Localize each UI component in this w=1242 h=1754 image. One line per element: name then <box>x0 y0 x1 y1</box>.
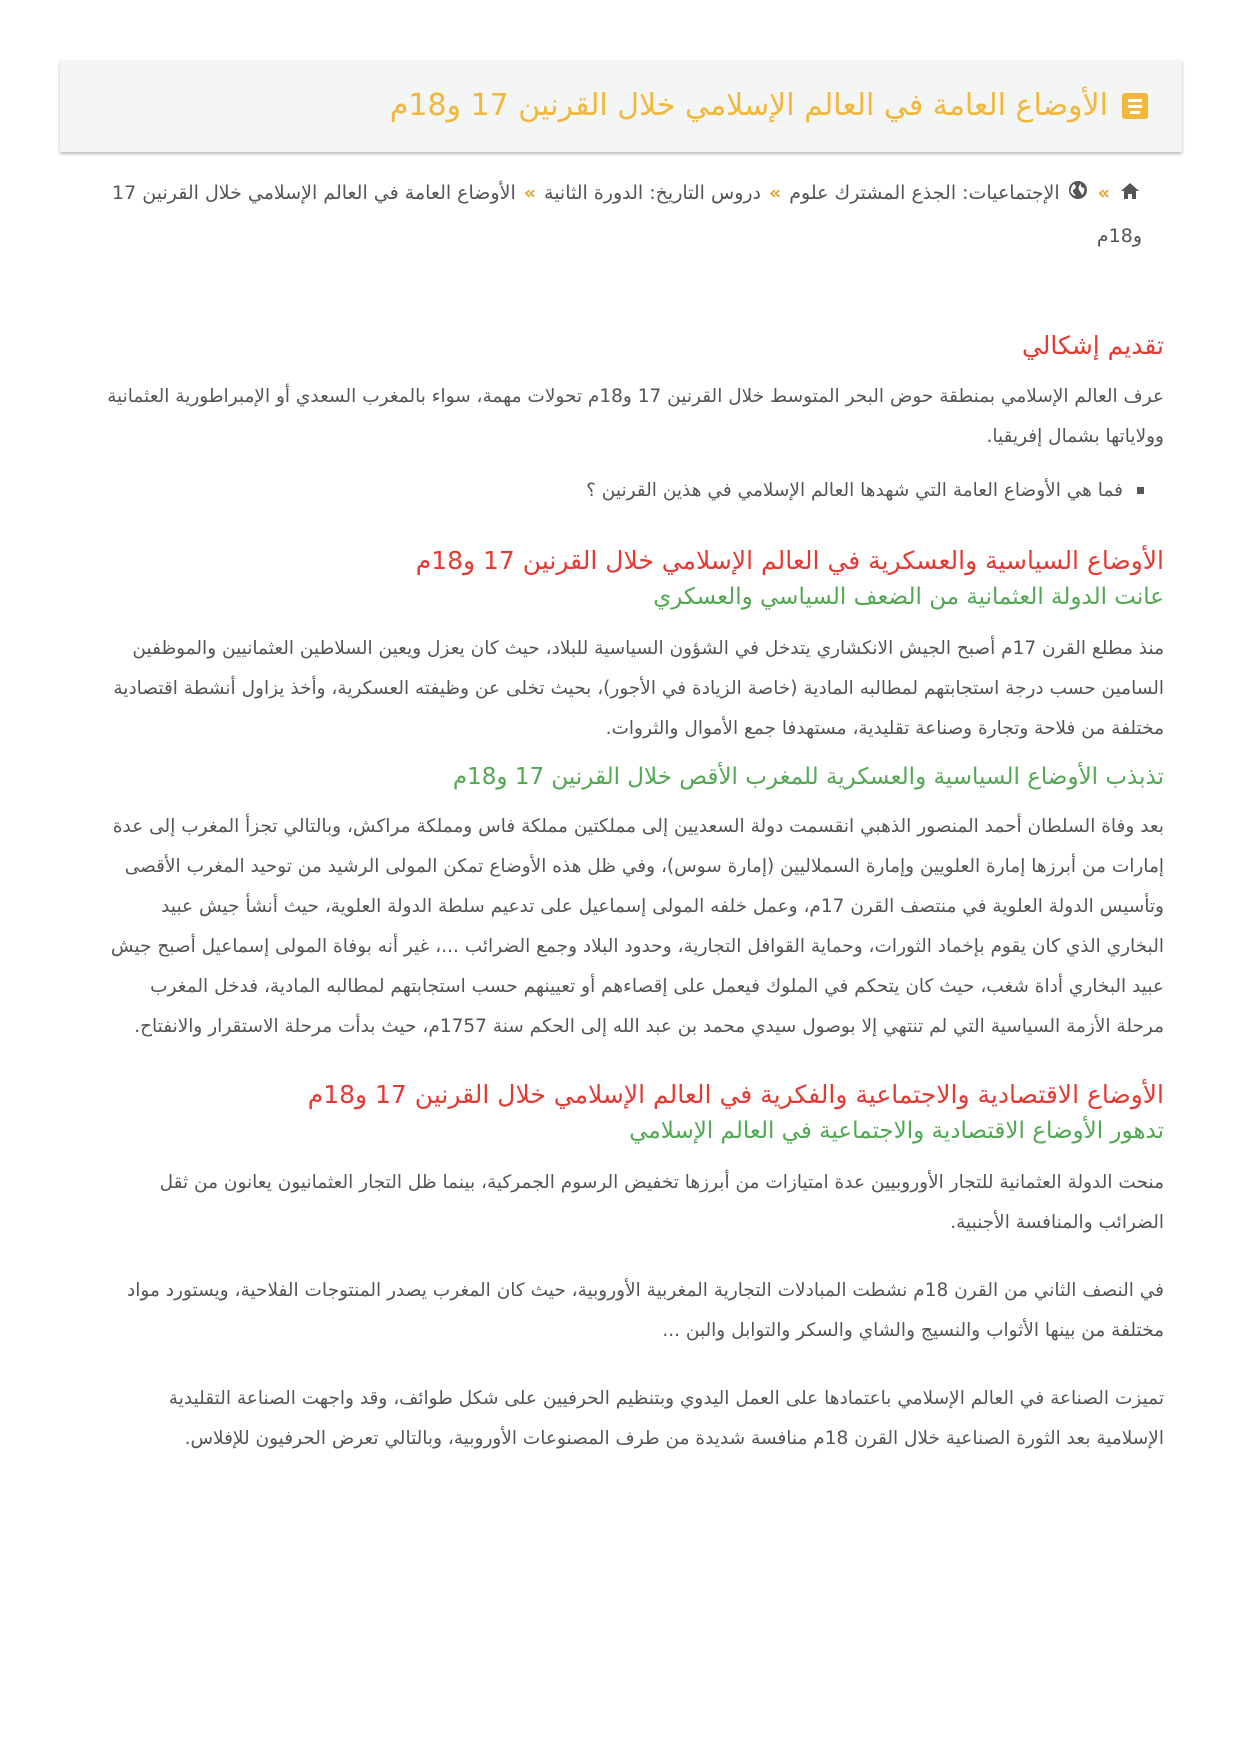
section1-sub1-paragraph: منذ مطلع القرن 17م أصبح الجيش الانكشاري يتدخل في الشؤون السياسية للبلاد، حيث كان يعزل ويعين السلاطين العثمانيين والموظفين السامين حسب درجة استجابتهم لمطالبه المادية (خاصة الزيادة في الأجور)، بحيث تخلى عن وظيفته العسكرية، وأخذ يزاول أنشطة اقتصادية مختلفة من فلاحة وتجارة وصناعة تقليدية، مستهدفا جمع الأموال والثروات. <box>113 637 1164 739</box>
breadcrumb-item-lessons[interactable]: دروس التاريخ: الدورة الثانية <box>544 182 762 204</box>
page-title: الأوضاع العامة في العالم الإسلامي خلال القرنين 17 و18م <box>389 88 1108 123</box>
section2-sub1-heading: تدهور الأوضاع الاقتصادية والاجتماعية في العالم الإسلامي <box>629 1118 1164 1145</box>
breadcrumb-separator: » <box>523 182 537 204</box>
breadcrumb <box>100 172 1142 257</box>
list-item <box>100 471 1144 511</box>
intro-question: فما هي الأوضاع العامة التي شهدها العالم الإسلامي في هذين القرنين ؟ <box>586 479 1123 501</box>
section2-heading: الأوضاع الاقتصادية والاجتماعية والفكرية في العالم الإسلامي خلال القرنين 17 و18م <box>307 1079 1164 1109</box>
section2-paragraph-1: منحت الدولة العثمانية للتجار الأوروبيين عدة امتيازات من أبرزها تخفيض الرسوم الجمركية، بينما ظل التجار العثمانيون يعانون من ثقل الضرائب والمنافسة الأجنبية. <box>159 1172 1164 1234</box>
section1-sub2-paragraph: بعد وفاة السلطان أحمد المنصور الذهبي انقسمت دولة السعديين إلى مملكتين مملكة فاس ومملكة مراكش، وبالتالي تجزأ المغرب إلى عدة إمارات من أبرزها إمارة العلويين وإمارة السملاليين (إمارة سوس)، وفي ظل هذه الأوضاع تمكن المولى الرشيد من توحيد المغرب الأقصى وتأسيس الدولة العلوية في منتصف القرن 17م، وعمل خلفه المولى إسماعيل على تدعيم سلطة الدولة العلوية، حيث أنشأ جيش عبيد البخاري الذي كان يقوم بإخماد الثورات، وحماية القوافل التجارية، وحدود البلاد وجمع الضرائب ...، غير أنه بوفاة المولى إسماعيل أصبح جيش عبيد البخاري أداة شغب، حيث كان يتحكم في الملوك فيعمل على إقصاءهم أو تعيينهم حسب استجابتهم لمطالبه المادية، فدخل المغرب مرحلة الأزمة السياسية التي لم تنتهي إلا بوصول سيدي محمد بن عبد الله إلى الحكم سنة 1757م، حيث بدأت مرحلة الاستقرار والانفتاح. <box>110 815 1164 1037</box>
section1-heading: الأوضاع السياسية والعسكرية في العالم الإسلامي خلال القرنين 17 و18م <box>415 545 1164 575</box>
section1-sub2-heading: تذبذب الأوضاع السياسية والعسكرية للمغرب الأقص خلال القرنين 17 و18م <box>452 763 1164 790</box>
intro-question-list <box>100 471 1164 511</box>
article-content <box>100 330 1164 1459</box>
breadcrumb-item-current: الأوضاع العامة في العالم الإسلامي خلال القرنين 17 و18م <box>112 182 1142 247</box>
section2-paragraph-2: في النصف الثاني من القرن 18م نشطت المبادلات التجارية المغربية الأوروبية، حيث كان المغرب يصدر المنتوجات الفلاحية، ويستورد مواد مختلفة من بينها الأثواب والنسيج والشاي والسكر والتوابل والبن ... <box>127 1280 1164 1342</box>
breadcrumb-separator: » <box>1097 182 1110 204</box>
breadcrumb-item-subject[interactable]: الإجتماعيات: الجذع المشترك علوم <box>789 182 1060 204</box>
breadcrumb-separator: » <box>769 182 782 204</box>
bullet-icon <box>1137 487 1144 494</box>
section2-paragraph-3: تميزت الصناعة في العالم الإسلامي باعتمادها على العمل اليدوي وبتنظيم الحرفيين على شكل طوائف، وقد واجهت الصناعة التقليدية الإسلامية بعد الثورة الصناعية خلال القرن 18م منافسة شديدة من طرف المصنوعات الأوروبية، وبالتالي تعرض الحرفيون للإفلاس. <box>168 1388 1164 1450</box>
title-card <box>60 60 1182 152</box>
intro-heading: تقديم إشكالي <box>1021 331 1164 360</box>
section1-sub1-heading: عانت الدولة العثمانية من الضعف السياسي والعسكري <box>653 584 1164 610</box>
globe-icon <box>1068 173 1088 215</box>
home-icon[interactable] <box>1120 173 1140 215</box>
article-icon <box>1122 93 1148 119</box>
intro-paragraph: عرف العالم الإسلامي بمنطقة حوض البحر المتوسط خلال القرنين 17 و18م تحولات مهمة، سواء بالمغرب السعدي أو الإمبراطورية العثمانية وولاياتها بشمال إفريقيا. <box>107 385 1164 447</box>
